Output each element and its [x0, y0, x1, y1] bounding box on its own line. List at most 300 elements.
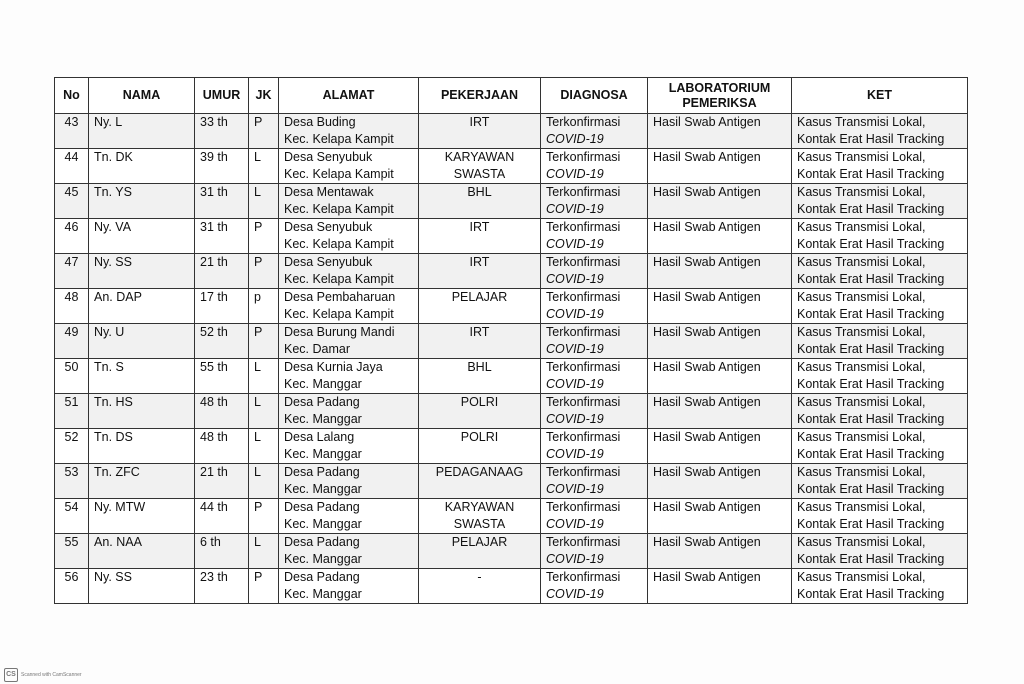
remark-line-2: Kontak Erat Hasil Tracking [797, 412, 945, 426]
cell-alamat [279, 219, 419, 254]
table-row [55, 289, 968, 324]
cell-laboratorium [648, 394, 792, 429]
cell-ket [792, 569, 968, 604]
remark-line-1: Kasus Transmisi Lokal, [797, 570, 926, 584]
row-number: 56 [64, 570, 79, 584]
remark-line-2: Kontak Erat Hasil Tracking [797, 237, 945, 251]
cell-diagnosa [541, 464, 648, 499]
address-district: Kec. Kelapa Kampit [284, 132, 394, 146]
header-pekerjaan: PEKERJAAN [419, 78, 541, 114]
cell-no [55, 534, 89, 569]
patient-age: 23 th [200, 570, 228, 584]
occupation-line-1: PELAJAR [451, 290, 508, 304]
diagnosis-disease: COVID-19 [546, 237, 604, 251]
cell-no [55, 359, 89, 394]
cell-jk [249, 569, 279, 604]
remark-line-1: Kasus Transmisi Lokal, [797, 360, 926, 374]
occupation-line-1: IRT [469, 115, 490, 129]
address-village: Desa Padang [284, 465, 360, 479]
cell-laboratorium [648, 149, 792, 184]
patient-name: Ny. SS [94, 570, 132, 584]
row-number: 51 [64, 395, 79, 409]
cell-nama [89, 324, 195, 359]
patient-name: Tn. S [94, 360, 124, 374]
table-row [55, 534, 968, 569]
header-no: No [55, 78, 89, 114]
cell-jk [249, 534, 279, 569]
cell-no [55, 324, 89, 359]
remark-line-2: Kontak Erat Hasil Tracking [797, 167, 945, 181]
cell-nama [89, 359, 195, 394]
cell-pekerjaan [419, 534, 541, 569]
cell-ket [792, 429, 968, 464]
cell-umur [195, 184, 249, 219]
diagnosis-disease: COVID-19 [546, 412, 604, 426]
patient-age: 48 th [200, 395, 228, 409]
diagnosis-status: Terkonfirmasi [546, 570, 621, 584]
row-number: 54 [64, 500, 79, 514]
cell-nama [89, 499, 195, 534]
patient-gender: L [254, 395, 261, 409]
lab-method: Hasil Swab Antigen [653, 255, 761, 269]
remark-line-2: Kontak Erat Hasil Tracking [797, 587, 945, 601]
address-district: Kec. Manggar [284, 517, 362, 531]
cell-pekerjaan [419, 289, 541, 324]
patient-gender: P [254, 570, 263, 584]
table-row [55, 429, 968, 464]
header-laboratorium: LABORATORIUM PEMERIKSA [648, 78, 792, 114]
remark-line-2: Kontak Erat Hasil Tracking [797, 202, 945, 216]
lab-method: Hasil Swab Antigen [653, 395, 761, 409]
address-village: Desa Buding [284, 115, 356, 129]
patient-age: 6 th [200, 535, 221, 549]
cell-jk [249, 254, 279, 289]
patient-name: An. NAA [94, 535, 142, 549]
cell-laboratorium [648, 534, 792, 569]
diagnosis-status: Terkonfirmasi [546, 255, 621, 269]
diagnosis-status: Terkonfirmasi [546, 535, 621, 549]
table-body [55, 114, 968, 604]
diagnosis-disease: COVID-19 [546, 552, 604, 566]
table-row [55, 219, 968, 254]
occupation-line-1: PEDAGANAAG [435, 465, 524, 479]
remark-line-1: Kasus Transmisi Lokal, [797, 185, 926, 199]
patient-name: Tn. DK [94, 150, 133, 164]
lab-method: Hasil Swab Antigen [653, 290, 761, 304]
patient-age: 52 th [200, 325, 228, 339]
cell-nama [89, 429, 195, 464]
address-district: Kec. Damar [284, 342, 350, 356]
patient-gender: P [254, 220, 263, 234]
occupation-line-1: KARYAWAN [444, 500, 515, 514]
cell-no [55, 184, 89, 219]
cell-ket [792, 219, 968, 254]
diagnosis-disease: COVID-19 [546, 377, 604, 391]
row-number: 43 [64, 115, 79, 129]
lab-method: Hasil Swab Antigen [653, 430, 761, 444]
row-number: 53 [64, 465, 79, 479]
address-district: Kec. Kelapa Kampit [284, 202, 394, 216]
cell-no [55, 499, 89, 534]
cell-alamat [279, 499, 419, 534]
cell-ket [792, 359, 968, 394]
address-district: Kec. Manggar [284, 377, 362, 391]
table-row [55, 324, 968, 359]
remark-line-2: Kontak Erat Hasil Tracking [797, 517, 945, 531]
remark-line-1: Kasus Transmisi Lokal, [797, 395, 926, 409]
header-ket: KET [792, 78, 968, 114]
cell-umur [195, 114, 249, 149]
cell-pekerjaan [419, 149, 541, 184]
cell-jk [249, 394, 279, 429]
patient-name: Ny. L [94, 115, 123, 129]
table-row [55, 394, 968, 429]
cell-nama [89, 254, 195, 289]
lab-method: Hasil Swab Antigen [653, 115, 761, 129]
camscanner-logo-icon: CS [4, 668, 18, 682]
patient-age: 21 th [200, 465, 228, 479]
address-village: Desa Padang [284, 395, 360, 409]
cell-umur [195, 534, 249, 569]
cell-jk [249, 219, 279, 254]
cell-umur [195, 289, 249, 324]
diagnosis-disease: COVID-19 [546, 482, 604, 496]
case-table [54, 77, 968, 604]
patient-name: An. DAP [94, 290, 142, 304]
remark-line-2: Kontak Erat Hasil Tracking [797, 132, 945, 146]
occupation-line-1: IRT [469, 220, 490, 234]
patient-name: Ny. MTW [94, 500, 146, 514]
diagnosis-disease: COVID-19 [546, 447, 604, 461]
patient-name: Ny. U [94, 325, 125, 339]
cell-ket [792, 254, 968, 289]
address-village: Desa Padang [284, 500, 360, 514]
lab-method: Hasil Swab Antigen [653, 570, 761, 584]
diagnosis-disease: COVID-19 [546, 202, 604, 216]
table-row [55, 499, 968, 534]
cell-laboratorium [648, 464, 792, 499]
lab-method: Hasil Swab Antigen [653, 325, 761, 339]
diagnosis-status: Terkonfirmasi [546, 430, 621, 444]
remark-line-1: Kasus Transmisi Lokal, [797, 255, 926, 269]
diagnosis-disease: COVID-19 [546, 587, 604, 601]
diagnosis-status: Terkonfirmasi [546, 290, 621, 304]
cell-diagnosa [541, 149, 648, 184]
occupation-line-1: IRT [469, 325, 490, 339]
header-row [55, 78, 968, 114]
diagnosis-disease: COVID-19 [546, 342, 604, 356]
row-number: 50 [64, 360, 79, 374]
row-number: 44 [64, 150, 79, 164]
cell-pekerjaan [419, 324, 541, 359]
cell-alamat [279, 324, 419, 359]
cell-laboratorium [648, 499, 792, 534]
remark-line-2: Kontak Erat Hasil Tracking [797, 272, 945, 286]
address-village: Desa Pembaharuan [284, 290, 396, 304]
lab-method: Hasil Swab Antigen [653, 360, 761, 374]
cell-umur [195, 149, 249, 184]
cell-nama [89, 534, 195, 569]
table-row [55, 359, 968, 394]
remark-line-1: Kasus Transmisi Lokal, [797, 535, 926, 549]
cell-no [55, 569, 89, 604]
header-diagnosa: DIAGNOSA [541, 78, 648, 114]
patient-gender: L [254, 465, 261, 479]
patient-name: Tn. DS [94, 430, 133, 444]
header-jk: JK [249, 78, 279, 114]
patient-gender: P [254, 325, 263, 339]
cell-jk [249, 324, 279, 359]
cell-jk [249, 149, 279, 184]
cell-nama [89, 569, 195, 604]
cell-alamat [279, 429, 419, 464]
remark-line-2: Kontak Erat Hasil Tracking [797, 307, 945, 321]
address-village: Desa Padang [284, 570, 360, 584]
cell-pekerjaan [419, 429, 541, 464]
cell-laboratorium [648, 324, 792, 359]
diagnosis-status: Terkonfirmasi [546, 220, 621, 234]
cell-pekerjaan [419, 219, 541, 254]
lab-method: Hasil Swab Antigen [653, 500, 761, 514]
cell-no [55, 429, 89, 464]
cell-alamat [279, 534, 419, 569]
cell-diagnosa [541, 184, 648, 219]
diagnosis-status: Terkonfirmasi [546, 325, 621, 339]
cell-jk [249, 289, 279, 324]
cell-pekerjaan [419, 569, 541, 604]
cell-jk [249, 114, 279, 149]
diagnosis-status: Terkonfirmasi [546, 115, 621, 129]
cell-jk [249, 359, 279, 394]
patient-name: Tn. HS [94, 395, 133, 409]
cell-diagnosa [541, 289, 648, 324]
row-number: 48 [64, 290, 79, 304]
remark-line-2: Kontak Erat Hasil Tracking [797, 342, 945, 356]
cell-pekerjaan [419, 464, 541, 499]
patient-gender: L [254, 360, 261, 374]
cell-ket [792, 499, 968, 534]
cell-umur [195, 254, 249, 289]
remark-line-2: Kontak Erat Hasil Tracking [797, 482, 945, 496]
cell-laboratorium [648, 254, 792, 289]
occupation-line-1: KARYAWAN [444, 150, 515, 164]
cell-diagnosa [541, 569, 648, 604]
cell-umur [195, 569, 249, 604]
patient-age: 33 th [200, 115, 228, 129]
patient-gender: L [254, 430, 261, 444]
occupation-line-1: POLRI [460, 395, 499, 409]
cell-diagnosa [541, 394, 648, 429]
cell-ket [792, 149, 968, 184]
cell-laboratorium [648, 429, 792, 464]
cell-no [55, 394, 89, 429]
occupation-line-1: IRT [469, 255, 490, 269]
address-village: Desa Padang [284, 535, 360, 549]
row-number: 55 [64, 535, 79, 549]
cell-diagnosa [541, 359, 648, 394]
table-header [55, 78, 968, 114]
lab-method: Hasil Swab Antigen [653, 465, 761, 479]
patient-gender: P [254, 500, 263, 514]
patient-age: 17 th [200, 290, 228, 304]
cell-diagnosa [541, 499, 648, 534]
cell-alamat [279, 289, 419, 324]
patient-gender: p [254, 290, 261, 304]
patient-age: 21 th [200, 255, 228, 269]
address-village: Desa Mentawak [284, 185, 374, 199]
lab-method: Hasil Swab Antigen [653, 185, 761, 199]
address-village: Desa Senyubuk [284, 255, 373, 269]
cell-alamat [279, 114, 419, 149]
diagnosis-disease: COVID-19 [546, 132, 604, 146]
remark-line-1: Kasus Transmisi Lokal, [797, 290, 926, 304]
cell-umur [195, 464, 249, 499]
address-village: Desa Kurnia Jaya [284, 360, 383, 374]
patient-age: 48 th [200, 430, 228, 444]
patient-age: 39 th [200, 150, 228, 164]
cell-alamat [279, 464, 419, 499]
diagnosis-disease: COVID-19 [546, 167, 604, 181]
cell-diagnosa [541, 429, 648, 464]
row-number: 52 [64, 430, 79, 444]
diagnosis-disease: COVID-19 [546, 272, 604, 286]
cell-pekerjaan [419, 394, 541, 429]
cell-ket [792, 184, 968, 219]
cell-laboratorium [648, 114, 792, 149]
remark-line-2: Kontak Erat Hasil Tracking [797, 447, 945, 461]
address-district: Kec. Kelapa Kampit [284, 307, 394, 321]
cell-no [55, 254, 89, 289]
patient-gender: P [254, 255, 263, 269]
patient-gender: P [254, 115, 263, 129]
remark-line-2: Kontak Erat Hasil Tracking [797, 552, 945, 566]
occupation-line-1: BHL [467, 360, 492, 374]
table-row [55, 464, 968, 499]
cell-alamat [279, 569, 419, 604]
table-row [55, 184, 968, 219]
cell-no [55, 114, 89, 149]
cell-no [55, 464, 89, 499]
cell-laboratorium [648, 359, 792, 394]
cell-jk [249, 464, 279, 499]
cell-pekerjaan [419, 184, 541, 219]
remark-line-1: Kasus Transmisi Lokal, [797, 500, 926, 514]
diagnosis-status: Terkonfirmasi [546, 395, 621, 409]
table-row [55, 114, 968, 149]
lab-method: Hasil Swab Antigen [653, 150, 761, 164]
address-district: Kec. Kelapa Kampit [284, 167, 394, 181]
address-district: Kec. Manggar [284, 482, 362, 496]
row-number: 47 [64, 255, 79, 269]
lab-method: Hasil Swab Antigen [653, 535, 761, 549]
diagnosis-status: Terkonfirmasi [546, 360, 621, 374]
remark-line-1: Kasus Transmisi Lokal, [797, 115, 926, 129]
patient-age: 44 th [200, 500, 228, 514]
remark-line-1: Kasus Transmisi Lokal, [797, 325, 926, 339]
cell-nama [89, 289, 195, 324]
patient-name: Tn. ZFC [94, 465, 140, 479]
patient-age: 31 th [200, 220, 228, 234]
address-village: Desa Lalang [284, 430, 355, 444]
table-row [55, 149, 968, 184]
row-number: 46 [64, 220, 79, 234]
occupation-line-1: POLRI [460, 430, 499, 444]
scanner-watermark [4, 668, 82, 682]
occupation-line-2: SWASTA [453, 167, 506, 181]
cell-alamat [279, 149, 419, 184]
occupation-line-1: - [477, 570, 482, 584]
header-alamat: ALAMAT [279, 78, 419, 114]
cell-alamat [279, 254, 419, 289]
cell-nama [89, 464, 195, 499]
diagnosis-status: Terkonfirmasi [546, 500, 621, 514]
cell-ket [792, 394, 968, 429]
cell-pekerjaan [419, 359, 541, 394]
cell-jk [249, 499, 279, 534]
header-nama: NAMA [89, 78, 195, 114]
cell-umur [195, 429, 249, 464]
address-district: Kec. Kelapa Kampit [284, 237, 394, 251]
cell-laboratorium [648, 184, 792, 219]
occupation-line-2: SWASTA [453, 517, 506, 531]
address-district: Kec. Manggar [284, 447, 362, 461]
cell-diagnosa [541, 114, 648, 149]
cell-diagnosa [541, 254, 648, 289]
cell-ket [792, 324, 968, 359]
cell-no [55, 219, 89, 254]
occupation-line-1: BHL [467, 185, 492, 199]
diagnosis-status: Terkonfirmasi [546, 150, 621, 164]
cell-jk [249, 184, 279, 219]
cell-alamat [279, 184, 419, 219]
cell-ket [792, 289, 968, 324]
diagnosis-status: Terkonfirmasi [546, 185, 621, 199]
remark-line-1: Kasus Transmisi Lokal, [797, 430, 926, 444]
remark-line-1: Kasus Transmisi Lokal, [797, 465, 926, 479]
remark-line-2: Kontak Erat Hasil Tracking [797, 377, 945, 391]
cell-no [55, 149, 89, 184]
table-row [55, 254, 968, 289]
cell-alamat [279, 359, 419, 394]
remark-line-1: Kasus Transmisi Lokal, [797, 150, 926, 164]
cell-ket [792, 114, 968, 149]
row-number: 49 [64, 325, 79, 339]
patient-gender: L [254, 535, 261, 549]
cell-pekerjaan [419, 254, 541, 289]
remark-line-1: Kasus Transmisi Lokal, [797, 220, 926, 234]
cell-diagnosa [541, 324, 648, 359]
cell-laboratorium [648, 569, 792, 604]
cell-diagnosa [541, 534, 648, 569]
cell-ket [792, 534, 968, 569]
address-village: Desa Burung Mandi [284, 325, 395, 339]
cell-umur [195, 499, 249, 534]
cell-alamat [279, 394, 419, 429]
cell-jk [249, 429, 279, 464]
cell-umur [195, 359, 249, 394]
patient-name: Ny. VA [94, 220, 132, 234]
cell-ket [792, 464, 968, 499]
patient-age: 31 th [200, 185, 228, 199]
address-district: Kec. Manggar [284, 587, 362, 601]
occupation-line-1: PELAJAR [451, 535, 508, 549]
lab-method: Hasil Swab Antigen [653, 220, 761, 234]
diagnosis-disease: COVID-19 [546, 307, 604, 321]
cell-nama [89, 114, 195, 149]
patient-gender: L [254, 150, 261, 164]
address-district: Kec. Manggar [284, 552, 362, 566]
address-district: Kec. Manggar [284, 412, 362, 426]
